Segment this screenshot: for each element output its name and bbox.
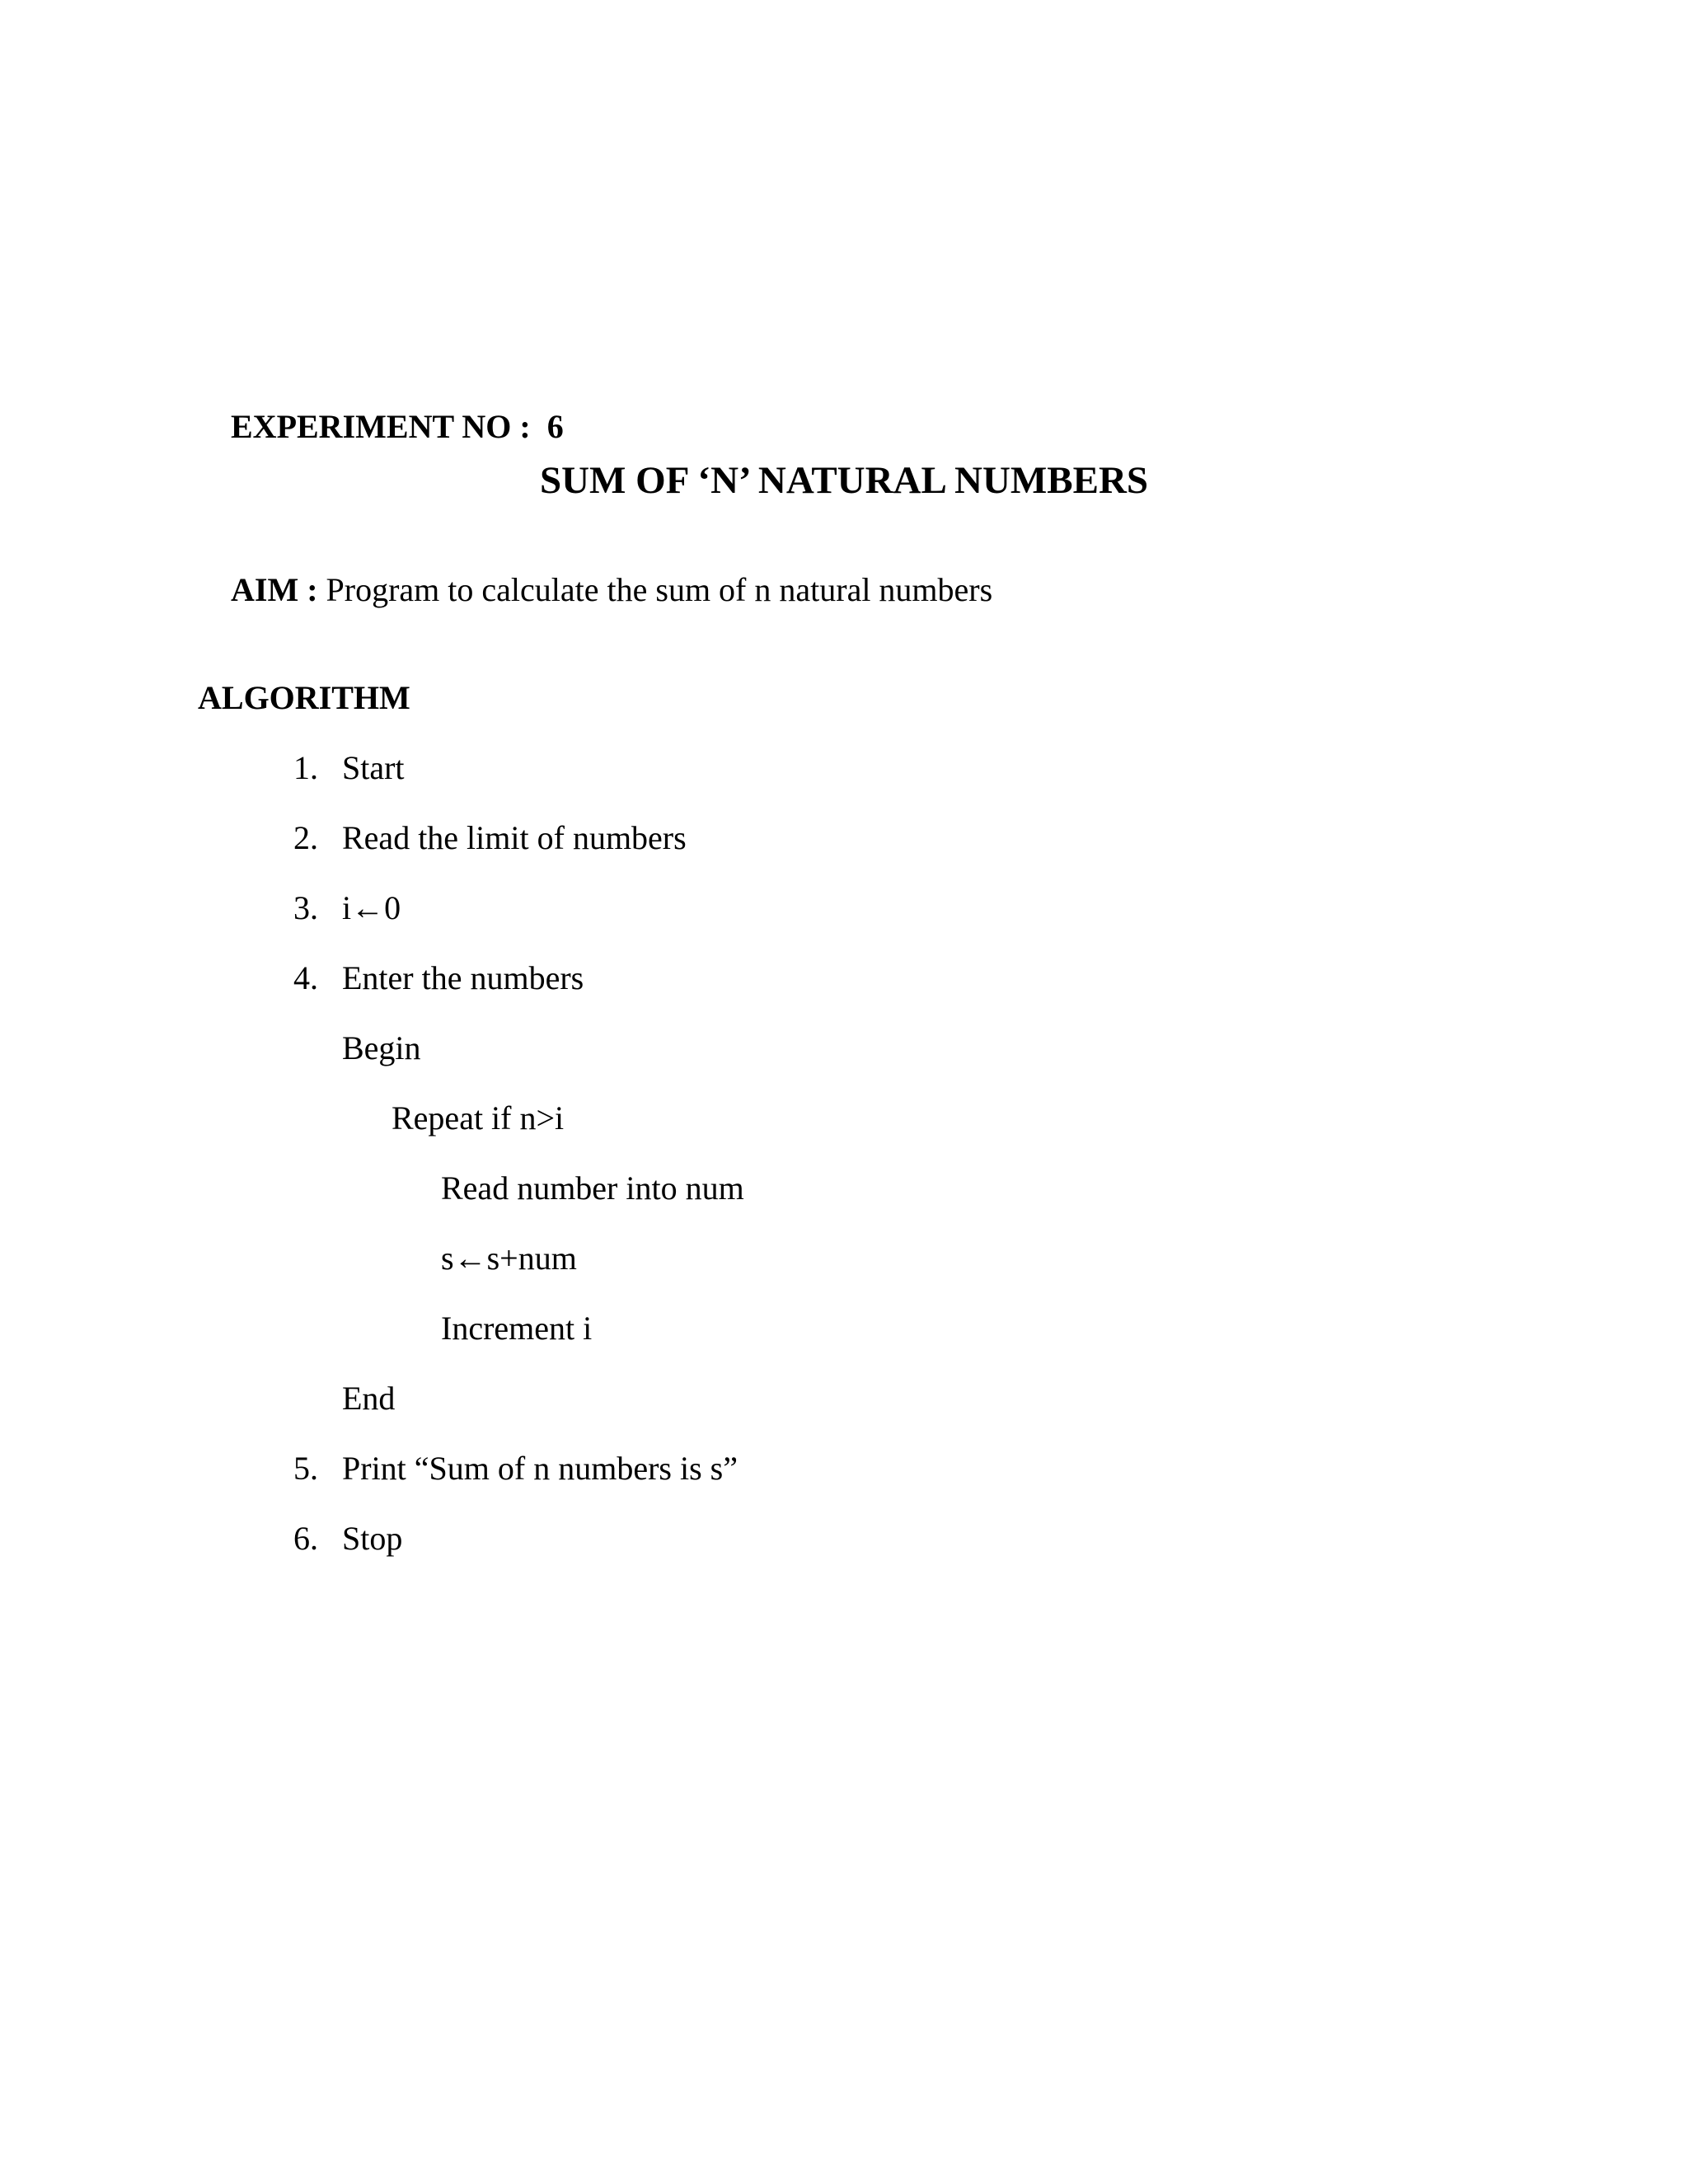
step-text: Enter the numbers: [342, 959, 584, 996]
step-number: 5.: [293, 1450, 318, 1487]
block-repeat: Repeat if n>i: [392, 1099, 565, 1137]
block-sum: s←s+num: [441, 1240, 577, 1277]
step-number: 4.: [293, 959, 318, 996]
experiment-number: 6: [546, 408, 564, 445]
block-read: Read number into num: [441, 1169, 744, 1207]
experiment-label: EXPERIMENT NO :: [231, 408, 531, 445]
aim-label: AIM :: [231, 571, 318, 608]
step-text: Print “Sum of n numbers is s”: [342, 1450, 738, 1487]
step-number: 3.: [293, 889, 318, 926]
step-text: i←0: [342, 889, 401, 926]
step-text: Start: [342, 749, 405, 786]
block-begin: Begin: [342, 1029, 421, 1066]
step-number: 2.: [293, 819, 318, 856]
step-text: Read the limit of numbers: [342, 819, 687, 856]
page-title: SUM OF ‘N’ NATURAL NUMBERS: [539, 459, 1149, 502]
block-end: End: [342, 1380, 396, 1417]
block-increment: Increment i: [441, 1310, 593, 1347]
algorithm-heading: ALGORITHM: [198, 679, 410, 716]
step-number: 1.: [293, 749, 318, 786]
step-number: 6.: [293, 1520, 318, 1557]
aim-line: [198, 541, 992, 640]
step-text: Stop: [342, 1520, 403, 1557]
aim-text: Program to calculate the sum of n natural numbers: [326, 571, 993, 608]
